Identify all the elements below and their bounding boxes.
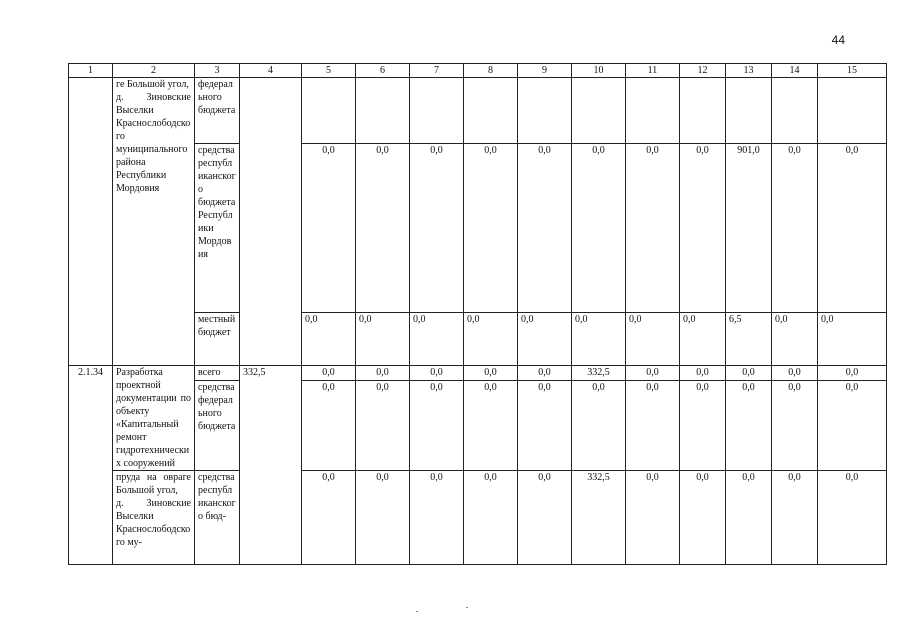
- header-cell: 1: [69, 64, 113, 78]
- value-cell: 0,0: [626, 366, 680, 381]
- item-number-cell: [69, 78, 113, 366]
- value-cell: 0,0: [356, 313, 410, 366]
- header-cell: 3: [195, 64, 240, 78]
- value-cell: 0,0: [410, 380, 464, 470]
- total-cell: [240, 78, 302, 366]
- header-cell: 2: [113, 64, 195, 78]
- value-cell: [356, 78, 410, 144]
- value-cell: 0,0: [356, 144, 410, 313]
- value-cell: 0,0: [410, 144, 464, 313]
- value-cell: [410, 78, 464, 144]
- value-cell: [302, 78, 356, 144]
- header-cell: 6: [356, 64, 410, 78]
- value-cell: 0,0: [680, 380, 726, 470]
- header-cell: 9: [518, 64, 572, 78]
- value-cell: [680, 78, 726, 144]
- value-cell: 0,0: [302, 313, 356, 366]
- value-cell: 0,0: [356, 471, 410, 565]
- value-cell: 0,0: [626, 471, 680, 565]
- value-cell: 0,0: [680, 144, 726, 313]
- value-cell: 0,0: [464, 471, 518, 565]
- value-cell: 0,0: [626, 144, 680, 313]
- header-cell: 13: [726, 64, 772, 78]
- header-cell: 10: [572, 64, 626, 78]
- value-cell: 0,0: [726, 380, 772, 470]
- value-cell: 332,5: [572, 366, 626, 381]
- value-cell: 0,0: [772, 471, 818, 565]
- value-cell: 0,0: [772, 313, 818, 366]
- funding-source-label: федерального бюджета: [195, 78, 240, 144]
- value-cell: 0,0: [572, 313, 626, 366]
- value-cell: 0,0: [818, 471, 887, 565]
- header-cell: 4: [240, 64, 302, 78]
- funding-source-label: местный бюджет: [195, 313, 240, 366]
- value-cell: 0,0: [818, 380, 887, 470]
- value-cell: 0,0: [302, 366, 356, 381]
- value-cell: 901,0: [726, 144, 772, 313]
- value-cell: [726, 78, 772, 144]
- table-row: [69, 471, 887, 565]
- value-cell: 0,0: [626, 313, 680, 366]
- value-cell: 0,0: [818, 313, 887, 366]
- value-cell: 0,0: [410, 366, 464, 381]
- item-description-continued: пруда на овраге Большой угол, д. Зиновские Выселки Краснослободского му-: [113, 471, 195, 565]
- value-cell: 0,0: [818, 144, 887, 313]
- table-row: [69, 366, 887, 381]
- value-cell: 0,0: [302, 380, 356, 470]
- header-row: [69, 64, 887, 78]
- value-cell: 0,0: [518, 313, 572, 366]
- value-cell: 0,0: [772, 380, 818, 470]
- value-cell: 0,0: [464, 313, 518, 366]
- value-cell: 0,0: [818, 366, 887, 381]
- value-cell: 0,0: [626, 380, 680, 470]
- value-cell: 0,0: [410, 313, 464, 366]
- value-cell: 0,0: [726, 471, 772, 565]
- value-cell: 0,0: [464, 366, 518, 381]
- item-description: ге Большой угол, д. Зиновские Выселки Краснослободского муниципального района Республики Мордовия: [113, 78, 195, 366]
- value-cell: 0,0: [464, 144, 518, 313]
- header-cell: 11: [626, 64, 680, 78]
- value-cell: 0,0: [356, 380, 410, 470]
- header-cell: 7: [410, 64, 464, 78]
- value-cell: 0,0: [410, 471, 464, 565]
- header-cell: 12: [680, 64, 726, 78]
- item-description: Разработка проектной документации по объекту «Капитальный ремонт гидротехнических сооружений: [113, 366, 195, 471]
- funding-source-label: средства федерального бюджета: [195, 380, 240, 470]
- item-number: 2.1.34: [69, 366, 113, 565]
- page-number: 44: [831, 33, 845, 47]
- scan-speck: [466, 607, 468, 608]
- value-cell: 0,0: [518, 366, 572, 381]
- value-cell: 6,5: [726, 313, 772, 366]
- header-cell: 15: [818, 64, 887, 78]
- value-cell: 0,0: [772, 366, 818, 381]
- value-cell: 0,0: [302, 471, 356, 565]
- value-cell: 0,0: [680, 471, 726, 565]
- value-cell: [772, 78, 818, 144]
- value-cell: 0,0: [518, 144, 572, 313]
- value-cell: 0,0: [680, 313, 726, 366]
- value-cell: 0,0: [518, 471, 572, 565]
- value-cell: 0,0: [572, 144, 626, 313]
- value-cell: 0,0: [680, 366, 726, 381]
- value-cell: 0,0: [572, 380, 626, 470]
- funding-source-label: всего: [195, 366, 240, 381]
- value-cell: [818, 78, 887, 144]
- value-cell: 0,0: [302, 144, 356, 313]
- header-cell: 8: [464, 64, 518, 78]
- value-cell: [464, 78, 518, 144]
- value-cell: 0,0: [772, 144, 818, 313]
- value-cell: [572, 78, 626, 144]
- value-cell: 0,0: [356, 366, 410, 381]
- header-cell: 5: [302, 64, 356, 78]
- funding-source-label: средства республиканского бюджета Республики Мордовия: [195, 144, 240, 313]
- value-cell: [518, 78, 572, 144]
- value-cell: [626, 78, 680, 144]
- budget-table: [68, 63, 887, 565]
- total-cell: 332,5: [240, 366, 302, 565]
- scan-speck: [416, 611, 418, 612]
- value-cell: 0,0: [518, 380, 572, 470]
- header-cell: 14: [772, 64, 818, 78]
- value-cell: 0,0: [464, 380, 518, 470]
- funding-source-label: средства республиканского бюд-: [195, 471, 240, 565]
- table-row: [69, 78, 887, 144]
- value-cell: 0,0: [726, 366, 772, 381]
- value-cell: 332,5: [572, 471, 626, 565]
